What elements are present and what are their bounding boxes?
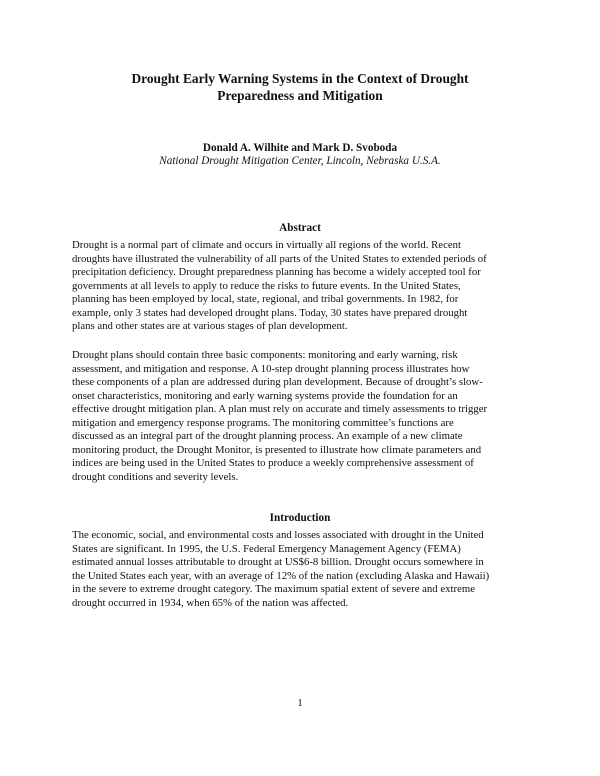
text-line: precipitation deficiency. Drought preparedness planning has become a widely accepted tool for xyxy=(72,266,481,278)
introduction-paragraph-1 xyxy=(72,529,532,610)
text-line: States are significant. In 1995, the U.S. Federal Emergency Management Agency (FEMA) xyxy=(72,542,461,555)
text-line: drought conditions and severity levels. xyxy=(72,470,239,483)
author-affiliation: National Drought Mitigation Center, Lincoln, Nebraska U.S.A. xyxy=(159,155,441,167)
text-line: drought occurred in 1934, when 65% of the nation was affected. xyxy=(72,596,349,609)
text-line: in the severe to extreme drought category. The maximum spatial extent of severe and extreme xyxy=(72,583,475,595)
author-names: Donald A. Wilhite and Mark D. Svoboda xyxy=(202,142,398,154)
text-line: monitoring product, the Drought Monitor, is presented to illustrate how climate parameters and xyxy=(72,443,482,456)
text-line: The economic, social, and environmental costs and losses associated with drought in the United xyxy=(72,529,484,541)
introduction-heading: Introduction xyxy=(269,512,331,524)
text-line: discussed as an integral part of the drought planning process. An example of a new climate xyxy=(72,430,463,442)
text-line: mitigation and emergency response programs. The monitoring committee’s functions are xyxy=(72,416,454,429)
text-line: Drought plans should contain three basic components: monitoring and early warning, risk xyxy=(72,349,458,361)
abstract-paragraph-1 xyxy=(72,239,532,334)
title-line-2: Preparedness and Mitigation xyxy=(217,88,383,103)
text-line: Drought is a normal part of climate and occurs in virtually all regions of the world. Recent xyxy=(72,239,461,251)
page-number: 1 xyxy=(297,697,303,709)
text-line: onset characteristics, monitoring and early warning systems provide the foundation for an xyxy=(72,389,458,402)
text-line: these components of a plan are addressed during plan development. Because of drought’s slow- xyxy=(72,376,483,388)
text-line: droughts have illustrated the vulnerability of all parts of the United States to extended periods of xyxy=(72,252,487,265)
text-line: example, only 3 states had developed drought plans. Today, 30 states have prepared drought xyxy=(72,306,468,319)
text-line: plans and other states are at various stages of plan development. xyxy=(72,320,348,332)
title-line-1: Drought Early Warning Systems in the Context of Drought xyxy=(131,71,469,86)
abstract-heading: Abstract xyxy=(279,222,321,234)
text-line: planning has been employed by local, state, regional, and tribal governments. In 1982, for xyxy=(72,293,459,305)
text-line: effective drought mitigation plan. A plan must rely on accurate and timely assessments to trigger xyxy=(72,403,488,415)
text-line: governments at all levels to apply to reduce the risks to future events. In the United States, xyxy=(72,279,461,292)
abstract-paragraph-2 xyxy=(72,349,532,484)
text-line: assessment, and mitigation and response. A 10-step drought planning process illustrates how xyxy=(72,362,470,375)
text-line: indices are being used in the United States to produce a weekly comprehensive assessment of xyxy=(72,457,474,469)
text-line: the United States each year, with an average of 12% of the nation (excluding Alaska and Hawaii) xyxy=(72,569,490,582)
text-line: estimated annual losses attributable to drought at US$6-8 billion. Drought occurs somewhere in xyxy=(72,556,484,568)
paper-title xyxy=(60,70,540,104)
